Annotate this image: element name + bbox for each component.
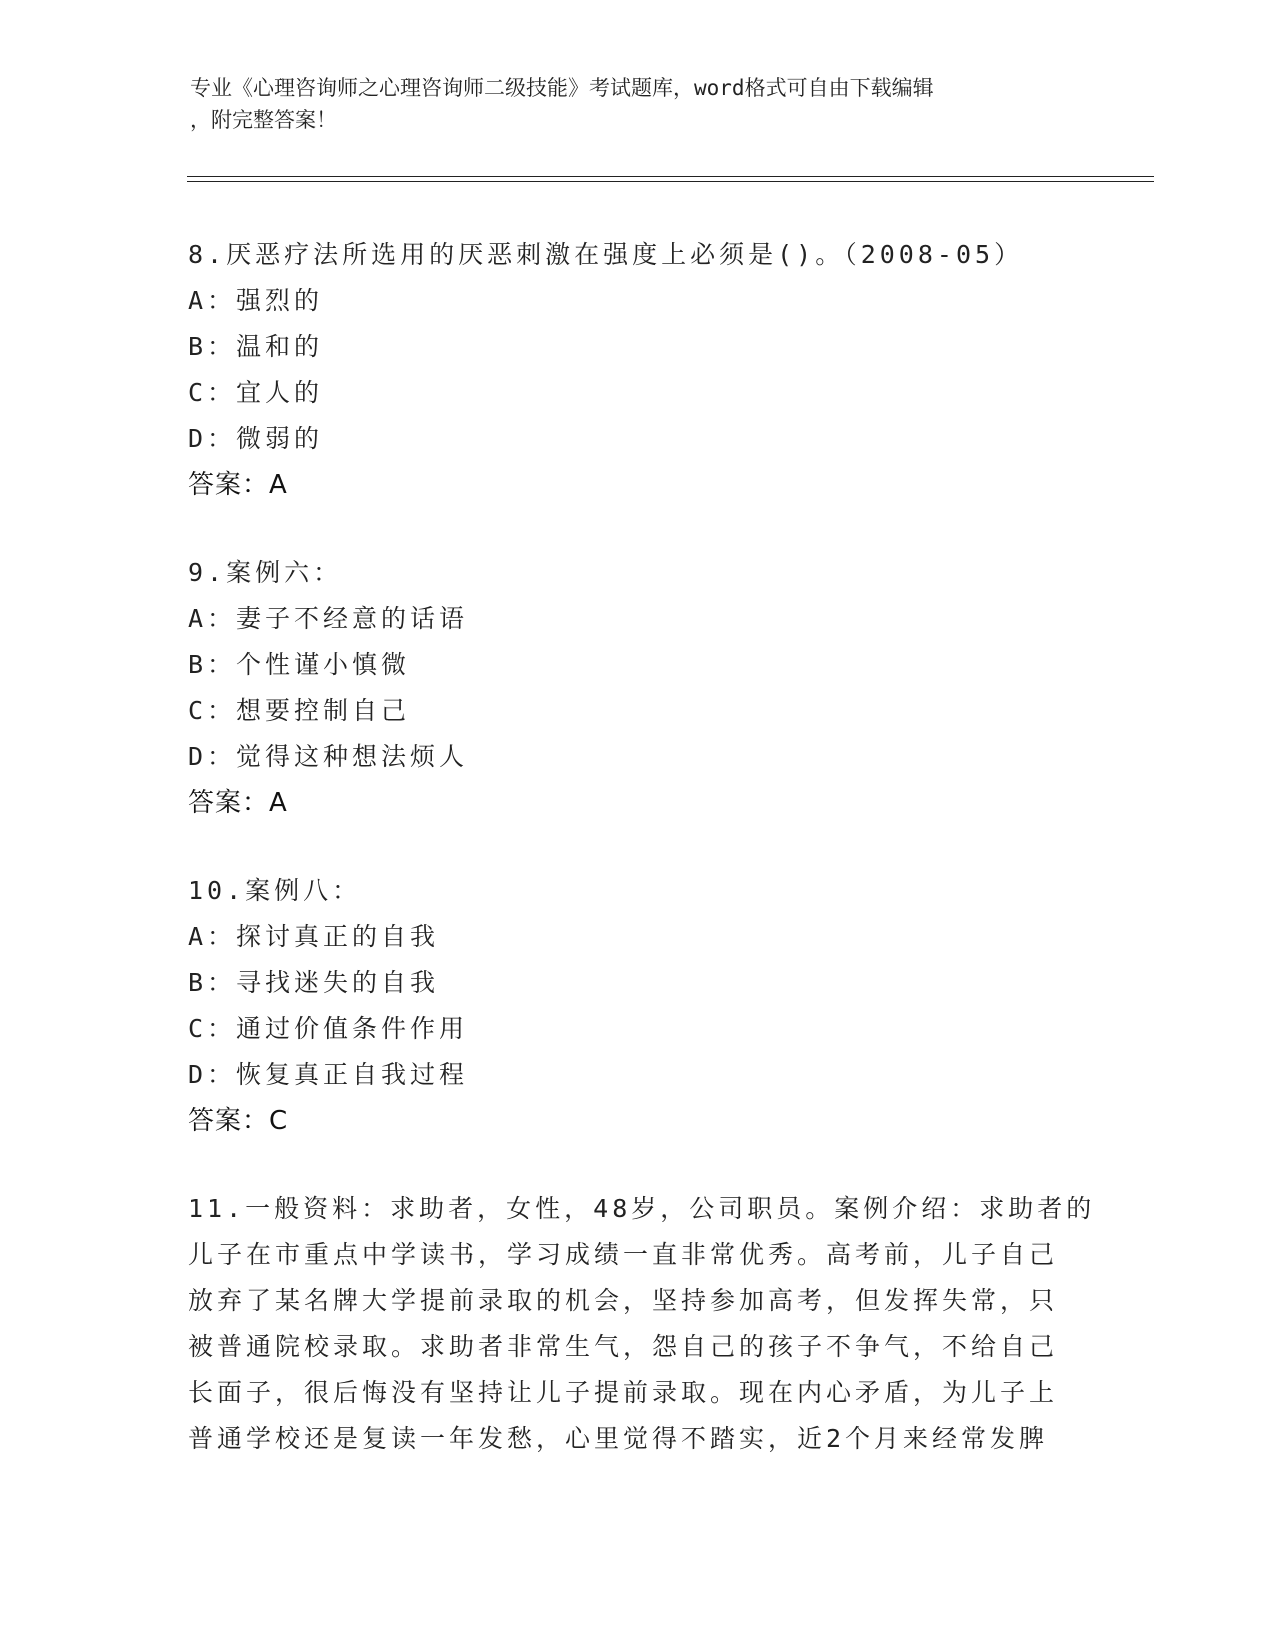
option-a: A：探讨真正的自我 (188, 922, 440, 951)
question-9 (188, 550, 1088, 826)
answer-label: 答案：A (188, 470, 288, 500)
case-line-1: 11.一般资料：求助者，女性，48岁，公司职员。案例介绍：求助者的 (188, 1194, 1096, 1223)
answer-label: 答案：C (188, 1106, 289, 1136)
option-d: D：恢复真正自我过程 (188, 1060, 469, 1089)
question-stem: 10.案例八： (188, 876, 362, 905)
question-10 (188, 868, 1088, 1144)
question-stem: 9.案例六： (188, 558, 343, 587)
question-8 (188, 232, 1088, 508)
case-line-2: 儿子在市重点中学读书，学习成绩一直非常优秀。高考前，儿子自己 (188, 1240, 1059, 1269)
header-text-line-2: ，附完整答案！ (190, 108, 337, 132)
option-a: A：强烈的 (188, 286, 324, 315)
case-line-5: 长面子，很后悔没有坚持让儿子提前录取。现在内心矛盾，为儿子上 (188, 1378, 1059, 1407)
question-11 (188, 1186, 1096, 1462)
header-rule-bottom (187, 181, 1154, 182)
case-line-3: 放弃了某名牌大学提前录取的机会，坚持参加高考，但发挥失常，只 (188, 1286, 1059, 1315)
option-b: B：温和的 (188, 332, 324, 361)
option-c: C：想要控制自己 (188, 696, 411, 725)
option-c: C：通过价值条件作用 (188, 1014, 469, 1043)
header-rule-top (187, 176, 1154, 177)
option-b: B：个性谨小慎微 (188, 650, 411, 679)
option-c: C：宜人的 (188, 378, 324, 407)
header-text-line-1: 专业《心理咨询师之心理咨询师二级技能》考试题库，word格式可自由下载编辑 (190, 76, 934, 100)
option-d: D：觉得这种想法烦人 (188, 742, 469, 771)
case-line-4: 被普通院校录取。求助者非常生气，怨自己的孩子不争气，不给自己 (188, 1332, 1059, 1361)
answer-label: 答案：A (188, 788, 288, 818)
option-d: D：微弱的 (188, 424, 324, 453)
question-stem: 8.厌恶疗法所选用的厌恶刺激在强度上必须是()。（2008-05） (188, 240, 1024, 269)
case-line-6: 普通学校还是复读一年发愁，心里觉得不踏实，近2个月来经常发脾 (188, 1424, 1049, 1453)
option-b: B：寻找迷失的自我 (188, 968, 440, 997)
option-a: A：妻子不经意的话语 (188, 604, 469, 633)
